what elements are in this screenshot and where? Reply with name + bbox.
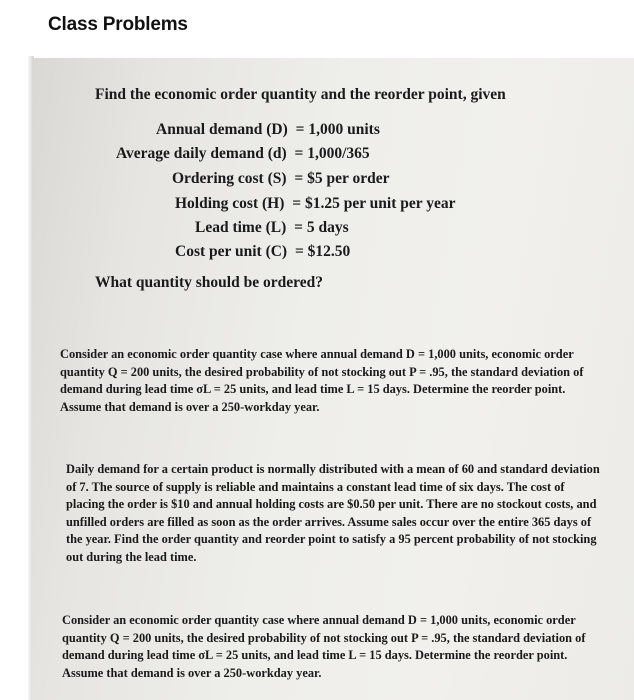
problem4-line: Assume that demand is over a 250-workday year. — [62, 665, 322, 680]
problem3-text — [66, 461, 606, 567]
problem3-line: out during the lead time. — [66, 549, 197, 564]
given-value: = 1,000 units — [295, 121, 380, 138]
problem3-line: unfilled orders are filled as soon as the order arrives. Assume sales occur over the entire 365 days of — [66, 514, 592, 529]
problem1-intro: Find the economic order quantity and the reorder point, given — [95, 86, 506, 103]
problem4-line: Consider an economic order quantity case where annual demand D = 1,000 units, economic order — [62, 613, 576, 627]
problem4-text — [62, 612, 602, 682]
given-value: = $1.25 per unit per year — [292, 195, 456, 212]
given-label: Average daily demand (d) — [116, 145, 287, 162]
page-title: Class Problems — [48, 14, 188, 35]
problem2-text — [60, 346, 605, 416]
problem3-line: placing the order is $10 and annual holding costs are $0.50 per unit. There are no stockout costs, and — [66, 497, 597, 512]
problem3-line: Daily demand for a certain product is normally distributed with a mean of 60 and standard deviation — [66, 462, 600, 476]
problem3-line: of 7. The source of supply is reliable and maintains a constant lead time of six days. The cost of — [66, 479, 565, 494]
given-label: Holding cost (H) — [175, 195, 285, 212]
given-average-daily-demand — [116, 143, 370, 165]
problem2-line: demand during lead time σL = 25 units, and lead time L = 15 days. Determine the reorder point. — [60, 382, 566, 397]
given-value: = $5 per order — [294, 170, 390, 187]
given-value: = $12.50 — [294, 243, 351, 260]
problem2-line: Assume that demand is over a 250-workday year. — [60, 399, 320, 414]
given-holding-cost — [175, 193, 456, 215]
given-value: = 5 days — [294, 219, 349, 236]
problem2-line: quantity Q = 200 units, the desired probability of not stocking out P = .95, the standard deviation of — [60, 364, 584, 379]
problem2-line: Consider an economic order quantity case where annual demand D = 1,000 units, economic order — [60, 347, 574, 361]
given-annual-demand — [156, 119, 380, 141]
given-ordering-cost — [172, 168, 389, 190]
problem4-line: demand during lead time σL = 25 units, and lead time L = 15 days. Determine the reorder point. — [62, 648, 568, 663]
given-label: Annual demand (D) — [156, 121, 288, 138]
given-label: Lead time (L) — [195, 219, 287, 236]
problem3-line: the year. Find the order quantity and reorder point to satisfy a 95 percent probability of not stocking — [66, 532, 597, 547]
given-value: = 1,000/365 — [294, 145, 370, 162]
given-label: Ordering cost (S) — [172, 170, 287, 187]
problem1-question: What quantity should be ordered? — [95, 274, 323, 291]
given-lead-time — [195, 217, 349, 239]
given-label: Cost per unit (C) — [175, 243, 288, 260]
given-cost-per-unit — [175, 241, 350, 263]
problem4-line: quantity Q = 200 units, the desired probability of not stocking out P = .95, the standard deviation of — [62, 630, 586, 645]
